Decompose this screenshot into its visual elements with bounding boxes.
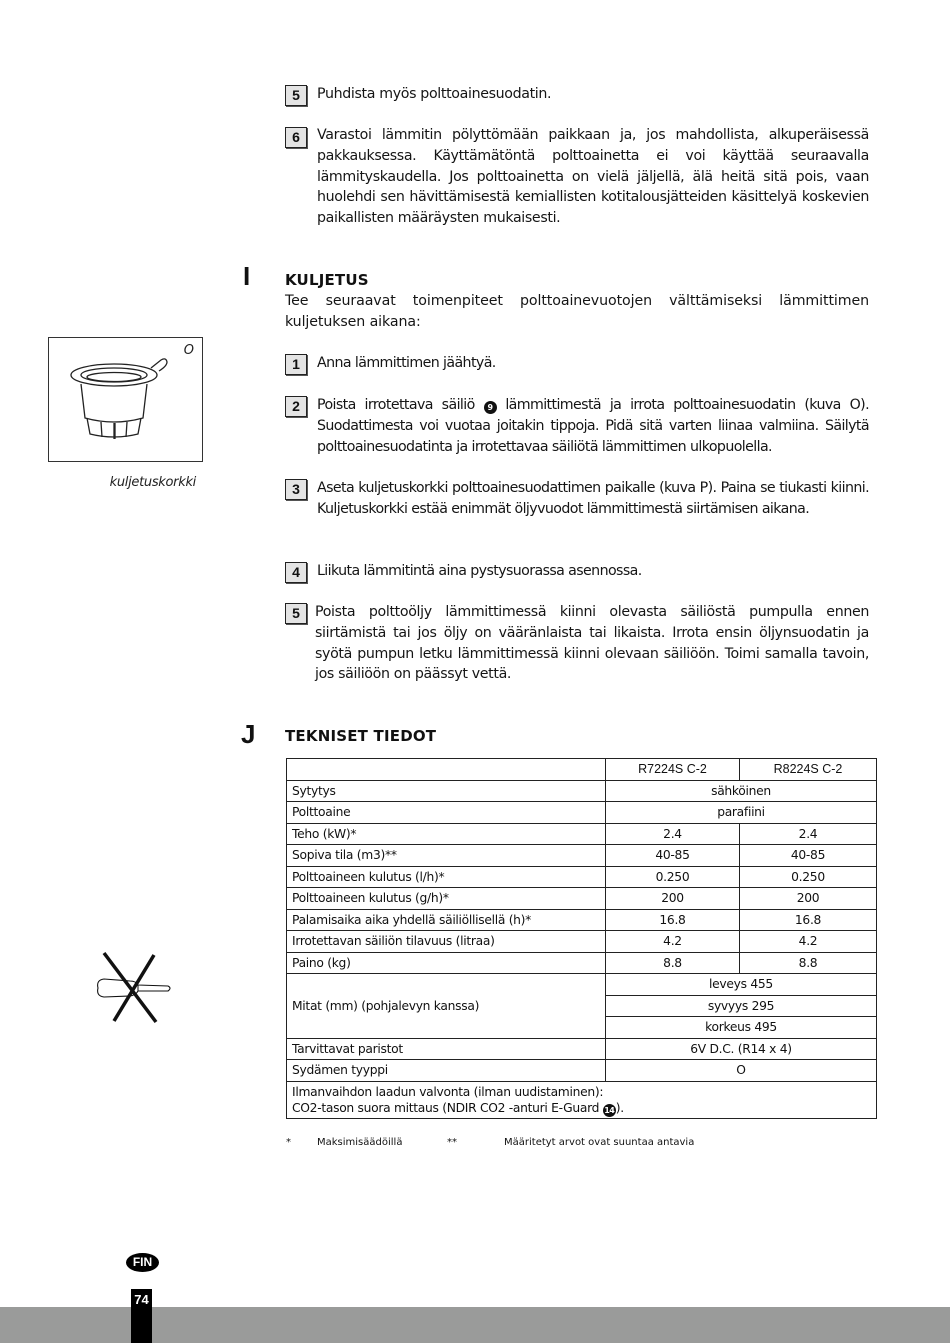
row-value: 4.2	[606, 931, 740, 953]
table-header-row	[287, 759, 877, 781]
row-value: 8.8	[606, 952, 740, 974]
step-text: Liikuta lämmitintä aina pystysuorassa asennossa.	[317, 563, 642, 579]
table-row	[287, 823, 877, 845]
figure-fuel-filter-cap	[48, 337, 203, 462]
row-value: 0.250	[606, 866, 740, 888]
step-text: Anna lämmittimen jäähtyä.	[317, 355, 496, 371]
footnote-text: Määritetyt arvot ovat suuntaa antavia	[504, 1137, 695, 1148]
row-value: 2.4	[740, 823, 877, 845]
row-value: 40-85	[606, 845, 740, 867]
row-value: 40-85	[740, 845, 877, 867]
table-row	[287, 866, 877, 888]
step-number-badge: 2	[285, 396, 307, 417]
note-cell: Ilmanvaihdon laadun valvonta (ilman uudistaminen): CO2-tason suora mittaus (NDIR CO2 -anturi E-Guard 14).	[287, 1081, 877, 1118]
figure-label: O	[183, 343, 194, 358]
row-value: 6V D.C. (R14 x 4)	[606, 1038, 877, 1060]
row-value: syvyys 295	[606, 995, 877, 1017]
section-letter: I	[243, 261, 251, 291]
table-row	[287, 909, 877, 931]
figure-caption: kuljetuskorkki	[109, 475, 196, 490]
step-number-badge: 3	[285, 479, 307, 500]
step-text: Varastoi lämmitin pölyttömään paikkaan ja, jos mahdollista, alkuperäisessä pakkauksessa. Käyttämätöntä polttoainetta ei voi käyttää seuraavalla lämmityskaudella. Jos polttoainetta on vielä jäljellä, älä heitä sitä pois, vaan huolehdi sen hävittämisestä kemiallisten kotitalousjätteiden käsittelyä koskevien paikallisten määräysten mukaisesti.	[317, 127, 869, 227]
row-label: Palamisaika aika yhdellä säiliöllisellä (h)*	[287, 909, 606, 931]
step-text: Poista polttoöljy lämmittimessä kiinni olevasta säiliöstä pumpulla ennen siirtämistä tai jos öljy on vääränlaista tai likaista. Irrota ensin öljynsuodatin ja syötä pumpun letku lämmittimessä kiinni olevaan säiliöön. Toimi samalla tavoin, jos säiliöön on päässyt vettä.	[315, 604, 869, 683]
row-label: Polttoaineen kulutus (l/h)*	[287, 866, 606, 888]
technical-specs-table	[286, 758, 877, 1119]
row-value: 16.8	[606, 909, 740, 931]
step-number-badge: 5	[285, 603, 307, 624]
table-row	[287, 1060, 877, 1082]
row-label: Irrotettavan säiliön tilavuus (litraa)	[287, 931, 606, 953]
footnote-mark: *	[286, 1137, 291, 1148]
step-number-badge: 4	[285, 562, 307, 583]
fuel-filter-cap-icon	[49, 338, 204, 463]
row-label: Teho (kW)*	[287, 823, 606, 845]
row-value: leveys 455	[606, 974, 877, 996]
row-value: sähköinen	[606, 780, 877, 802]
part-number-badge: 9	[484, 401, 497, 414]
step-number-badge: 1	[285, 354, 307, 375]
table-header-cell: R8224S C-2	[740, 759, 877, 781]
row-value: 16.8	[740, 909, 877, 931]
footnote-text: Maksimisäädöillä	[317, 1137, 403, 1148]
table-row	[287, 802, 877, 824]
footnote-mark: **	[447, 1137, 457, 1148]
section-letter: J	[241, 719, 256, 749]
section-intro: Tee seuraavat toimenpiteet polttoainevuotojen välttämiseksi lämmittimen kuljetuksen aikana:	[285, 293, 869, 330]
row-value: 0.250	[740, 866, 877, 888]
row-label: Polttoaineen kulutus (g/h)*	[287, 888, 606, 910]
table-note-row	[287, 1081, 877, 1118]
row-value: korkeus 495	[606, 1017, 877, 1039]
table-row	[287, 931, 877, 953]
row-label: Sydämen tyyppi	[287, 1060, 606, 1082]
row-value: O	[606, 1060, 877, 1082]
row-value: 8.8	[740, 952, 877, 974]
row-value: 200	[606, 888, 740, 910]
table-row	[287, 845, 877, 867]
language-badge: FIN	[126, 1253, 159, 1272]
step-text: Puhdista myös polttoainesuodatin.	[317, 86, 552, 102]
step-number-badge: 5	[285, 85, 307, 106]
table-row	[287, 974, 877, 996]
row-label: Sopiva tila (m3)**	[287, 845, 606, 867]
table-row	[287, 780, 877, 802]
row-label: Tarvittavat paristot	[287, 1038, 606, 1060]
step-text: Aseta kuljetuskorkki polttoainesuodattimen paikalle (kuva P). Paina se tiukasti kiinni. Kuljetuskorkki estää enimmät öljyvuodot lämmittimestä siirtämisen aikana.	[317, 480, 869, 517]
step-text: Poista irrotettava säiliö 9 lämmittimestä ja irrota polttoainesuodatin (kuva O). Suodattimesta voi vuotaa joitakin tippoja. Pidä sitä varten liinaa valmiina. Säilytä polttoainesuodatinta ja irrotettavaa säiliötä lämmittimen ulkopuolella.	[317, 397, 869, 455]
row-label: Sytytys	[287, 780, 606, 802]
section-title: KULJETUS	[285, 271, 369, 289]
row-value: 200	[740, 888, 877, 910]
row-label: Mitat (mm) (pohjalevyn kanssa)	[287, 974, 606, 1039]
table-row	[287, 1038, 877, 1060]
table-header-cell	[287, 759, 606, 781]
no-screwdriver-icon	[92, 950, 176, 1026]
row-label: Polttoaine	[287, 802, 606, 824]
page-number: 74	[131, 1289, 152, 1343]
row-label: Paino (kg)	[287, 952, 606, 974]
row-value: 2.4	[606, 823, 740, 845]
row-value: parafiini	[606, 802, 877, 824]
section-title: TEKNISET TIEDOT	[285, 727, 437, 745]
table-row	[287, 888, 877, 910]
table-row	[287, 952, 877, 974]
part-number-badge: 14	[604, 1105, 615, 1115]
row-value: 4.2	[740, 931, 877, 953]
step-number-badge: 6	[285, 127, 307, 148]
table-header-cell: R7224S C-2	[606, 759, 740, 781]
